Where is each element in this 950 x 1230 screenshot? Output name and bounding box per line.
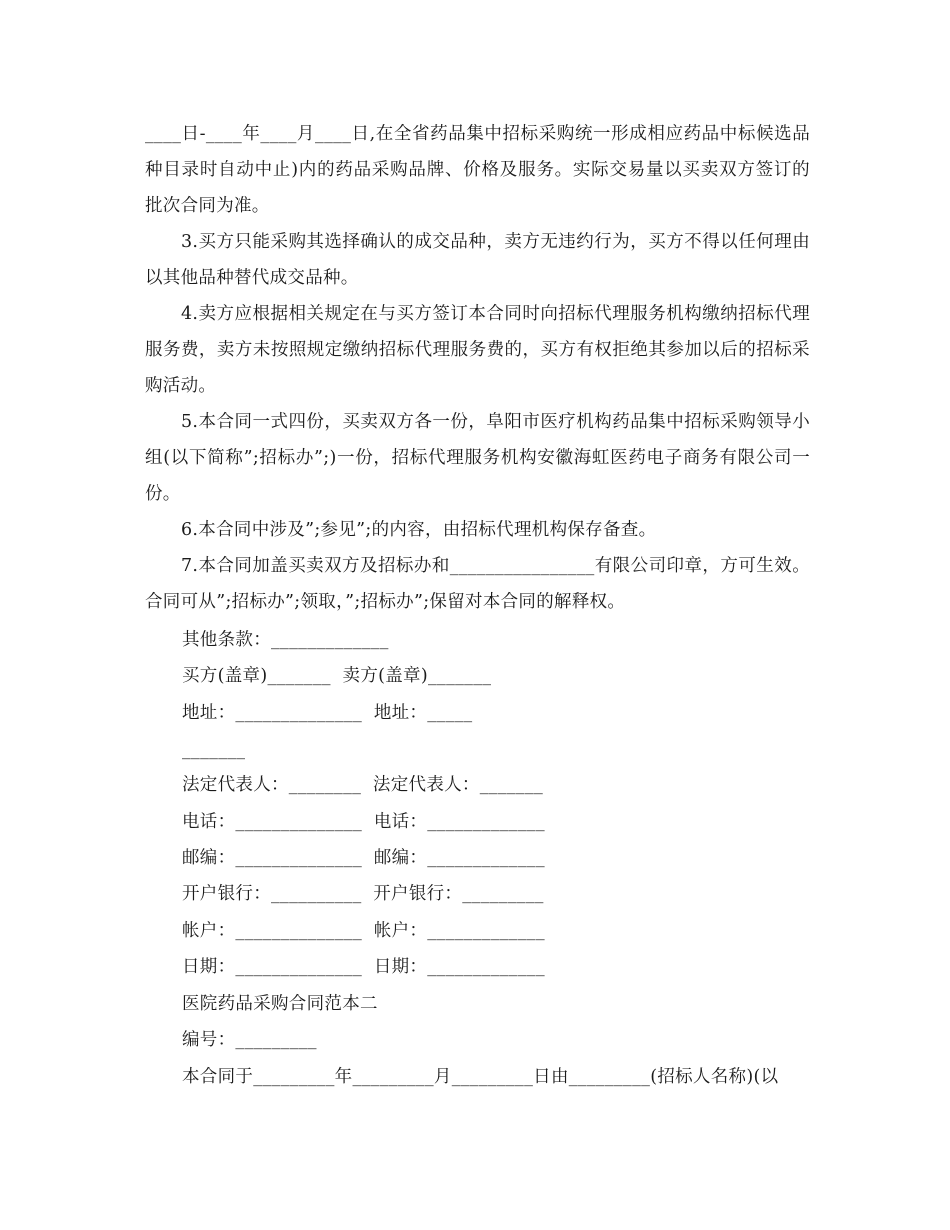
clause-5: 5.本合同一式四份，买卖双方各一份，阜阳市医疗机构药品集中招标采购领导小组(以下简称”;招标办”;)一份，招标代理服务机构安徽海虹医药电子商务有限公司一份。	[145, 412, 810, 504]
postcode-line: 邮编：______________ 邮编：_____________	[182, 848, 545, 868]
clause-7: 7.本合同加盖买卖双方及招标办和________________有限公司印章，方可生效。合同可从”;招标办”;领取，”;招标办”;保留对本合同的解释权。	[145, 556, 810, 612]
other-terms-line: 其他条款：_____________	[182, 630, 389, 650]
clause-3: 3.买方只能采购其选择确认的成交品种，卖方无违约行为，买方不得以任何理由以其他品种替代成交品种。	[145, 232, 810, 288]
phone-line: 电话：______________ 电话：_____________	[182, 812, 545, 832]
paragraph-validity: ____日-____年____月____日,在全省药品集中招标采购统一形成相应药品中标候选品种目录时自动中止)内的药品采购品牌、价格及服务。实际交易量以买卖双方签订的批次合同为准。	[145, 124, 810, 216]
legal-representative-line: 法定代表人：________ 法定代表人：_______	[182, 775, 544, 795]
clause-6: 6.本合同中涉及”;参见”;的内容，由招标代理机构保存备查。	[181, 520, 657, 540]
account-line: 帐户：______________ 帐户：_____________	[182, 921, 545, 941]
address-line: 地址：______________ 地址：_____	[182, 703, 473, 723]
address-continuation-line: _______	[182, 740, 246, 760]
template-two-title: 医院药品采购合同范本二	[182, 994, 378, 1014]
bank-line: 开户银行：__________ 开户银行：_________	[182, 884, 544, 904]
contract-intro-line: 本合同于_________年_________月_________日由_________(招标人名称)(以	[182, 1067, 779, 1087]
clause-4: 4.卖方应根据相关规定在与买方签订本合同时向招标代理服务机构缴纳招标代理服务费，卖方未按照规定缴纳招标代理服务费的，买方有权拒绝其参加以后的招标采购活动。	[145, 304, 810, 396]
seal-line: 买方(盖章)_______ 卖方(盖章)_______	[182, 666, 492, 686]
contract-number-line: 编号：_________	[182, 1030, 317, 1050]
date-line: 日期：______________ 日期：_____________	[182, 957, 545, 977]
